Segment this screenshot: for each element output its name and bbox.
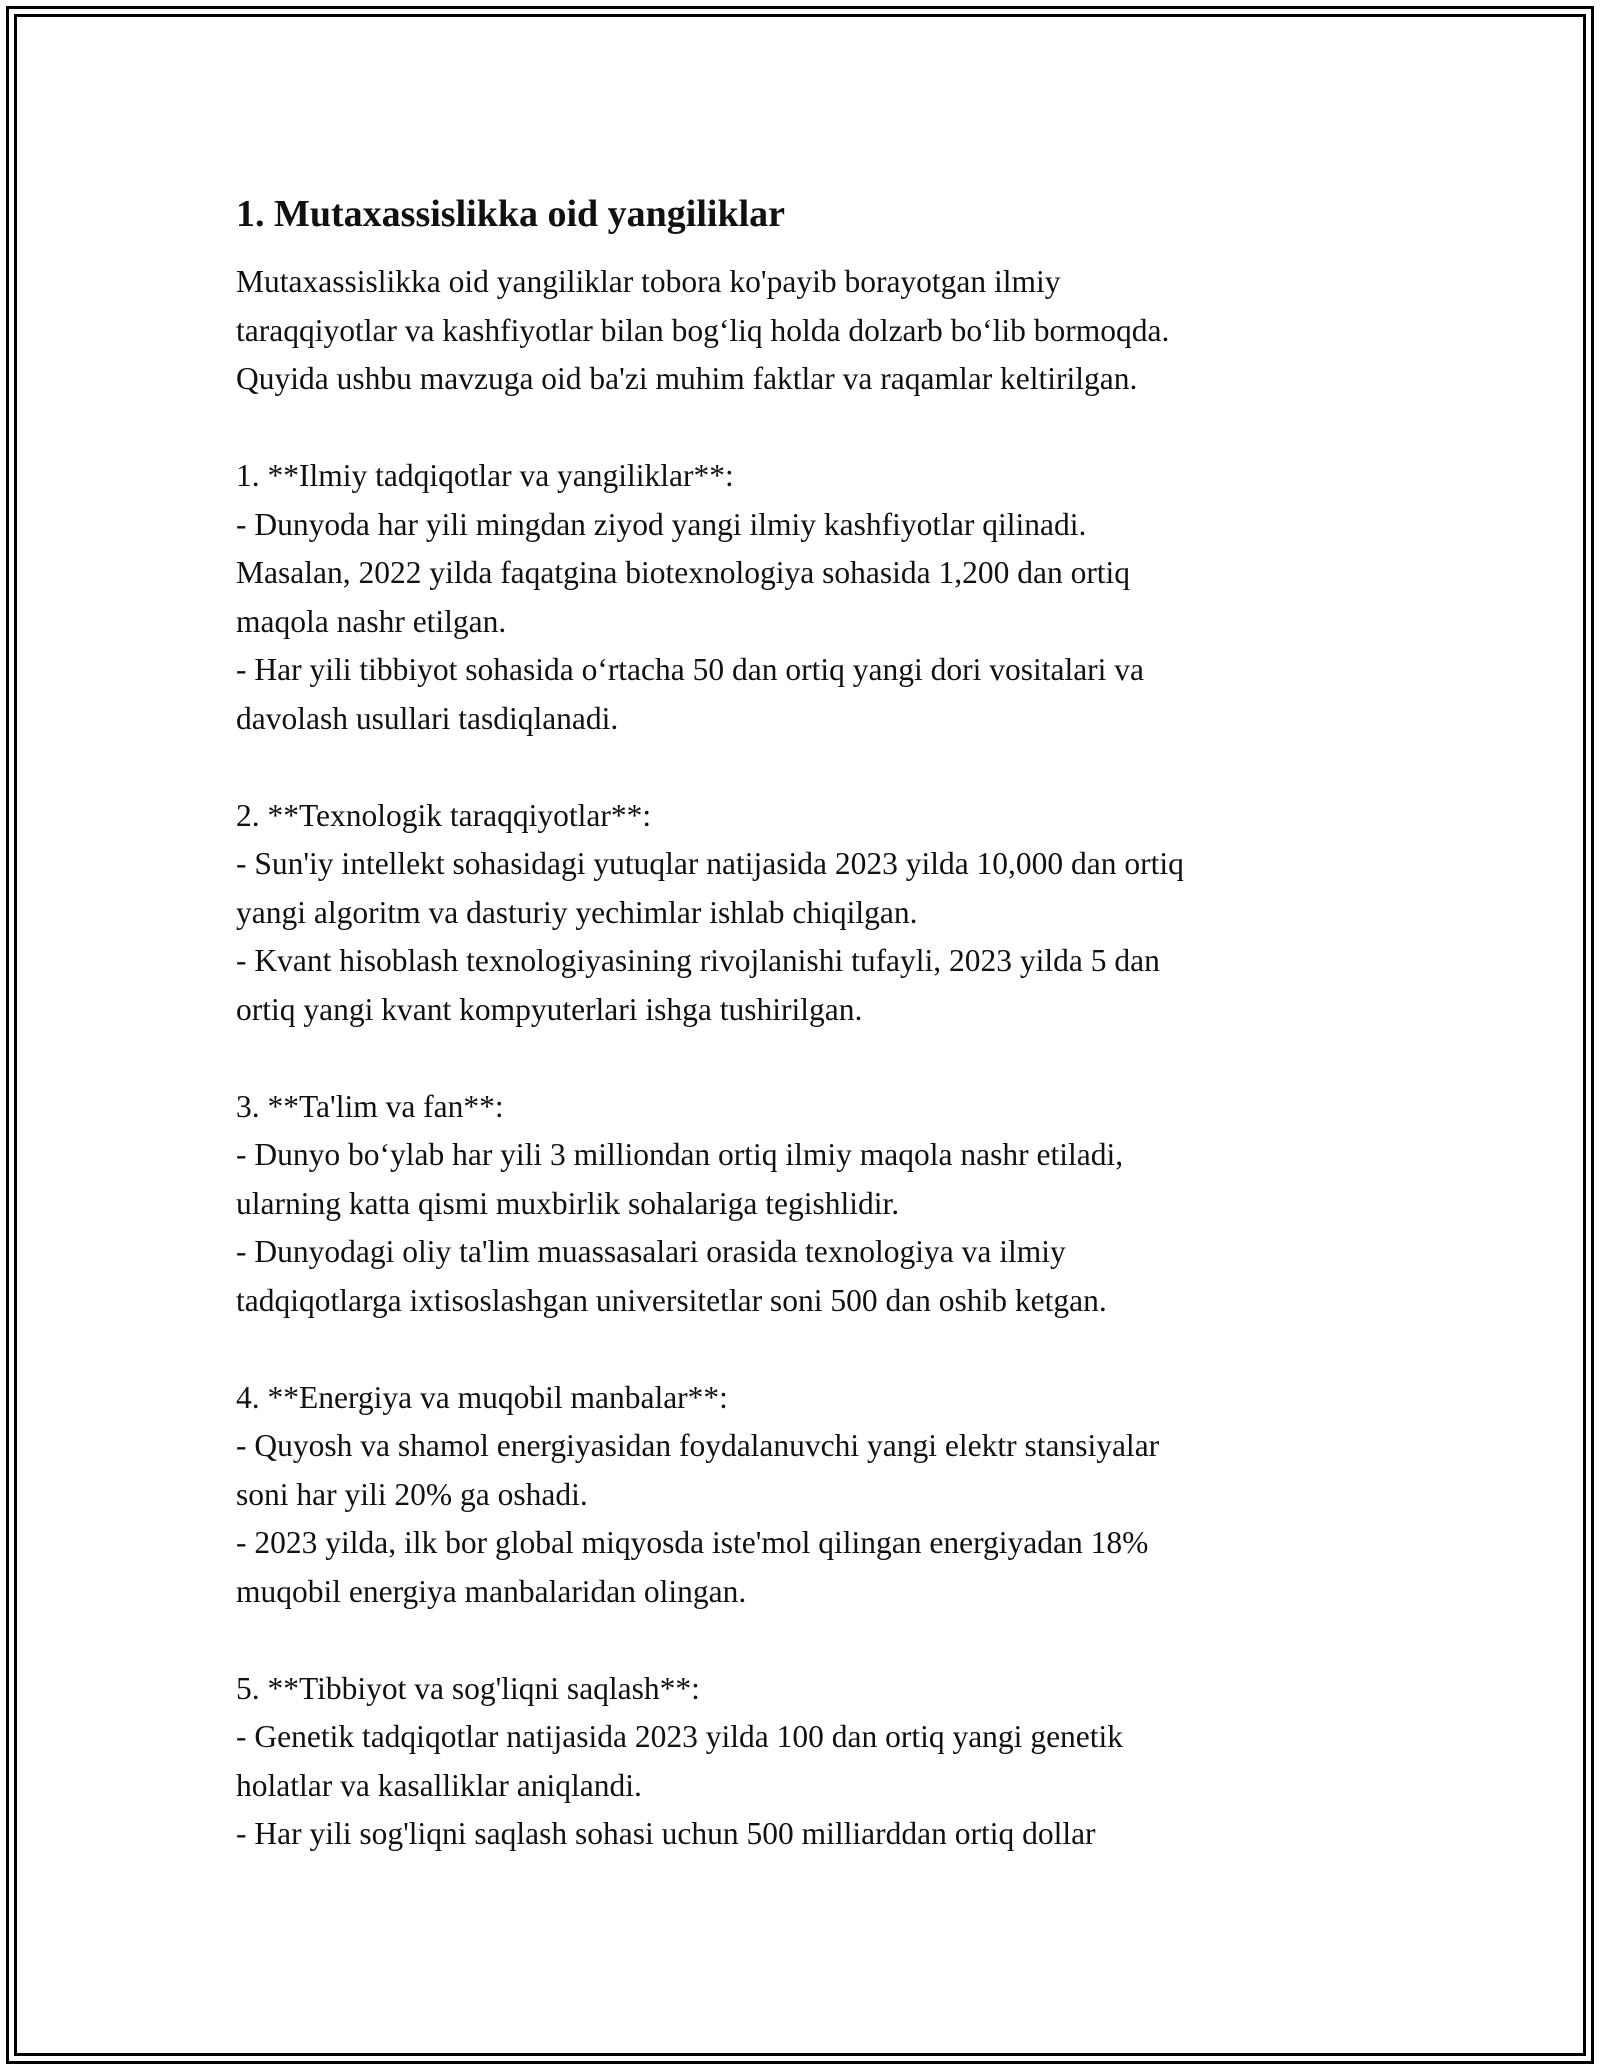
bullet-item: - Har yili sog'liqni saqlash sohasi uchun 500 milliarddan ortiq dollar xyxy=(236,1816,1096,1851)
spacer xyxy=(236,404,1396,453)
section-5 xyxy=(236,1665,1396,1859)
bullet-item: - Kvant hisoblash texnologiyasining rivojlanishi tufayli, 2023 yilda 5 dan ortiq yangi kvant kompyuterlari ishga tushirilgan. xyxy=(236,943,1160,1027)
section-2 xyxy=(236,792,1396,1035)
section-heading: 5. **Tibbiyot va sog'liqni saqlash**: xyxy=(236,1670,700,1706)
section-1 xyxy=(236,452,1396,743)
section-heading: 1. **Ilmiy tadqiqotlar va yangiliklar**: xyxy=(236,458,734,493)
bullet-item: - Quyosh va shamol energiyasidan foydalanuvchi yangi elektr stansiyalar soni har yili 20% ga oshadi. xyxy=(236,1428,1160,1512)
spacer xyxy=(236,743,1396,792)
section-3 xyxy=(236,1083,1396,1326)
section-heading: 2. **Texnologik taraqqiyotlar**: xyxy=(236,797,652,833)
bullet-item: - Dunyodagi oliy ta'lim muassasalari orasida texnologiya va ilmiy tadqiqotlarga ixtisoslashgan universitetlar soni 500 dan oshib ketgan. xyxy=(236,1234,1107,1318)
bullet-item: - Dunyo bo‘ylab har yili 3 milliondan ortiq ilmiy maqola nashr etiladi, ularning katta qismi muxbirlik sohalariga tegishlidir. xyxy=(236,1137,1124,1221)
bullet-item: - 2023 yilda, ilk bor global miqyosda iste'mol qilingan energiyadan 18% muqobil energiya manbalaridan olingan. xyxy=(236,1525,1149,1609)
section-heading: 3. **Ta'lim va fan**: xyxy=(236,1088,504,1124)
bullet-item: - Genetik tadqiqotlar natijasida 2023 yilda 100 dan ortiq yangi genetik holatlar va kasalliklar aniqlandi. xyxy=(236,1719,1124,1803)
section-4 xyxy=(236,1374,1396,1617)
spacer xyxy=(236,1325,1396,1374)
bullet-item: - Dunyoda har yili mingdan ziyod yangi ilmiy kashfiyotlar qilinadi. Masalan, 2022 yilda faqatgina biotexnologiya sohasida 1,200 dan ortiq maqola nashr etilgan. xyxy=(236,506,1131,639)
document-body xyxy=(236,186,1396,1859)
bullet-item: - Har yili tibbiyot sohasida o‘rtacha 50 dan ortiq yangi dori vositalari va davolash usullari tasdiqlanadi. xyxy=(236,652,1145,736)
bullet-item: - Sun'iy intellekt sohasidagi yutuqlar natijasida 2023 yilda 10,000 dan ortiq yangi algoritm va dasturiy yechimlar ishlab chiqilgan. xyxy=(236,846,1184,930)
section-heading: 4. **Energiya va muqobil manbalar**: xyxy=(236,1379,728,1415)
spacer xyxy=(236,1034,1396,1083)
document-title: 1. Mutaxassislikka oid yangiliklar xyxy=(236,193,786,235)
intro-paragraph: Mutaxassislikka oid yangiliklar tobora ko'payib borayotgan ilmiy taraqqiyotlar va kashfiyotlar bilan bog‘liq holda dolzarb bo‘lib bormoqda. Quyida ushbu mavzuga oid ba'zi muhim faktlar va raqamlar keltirilgan. xyxy=(236,264,1170,396)
spacer xyxy=(236,1616,1396,1665)
